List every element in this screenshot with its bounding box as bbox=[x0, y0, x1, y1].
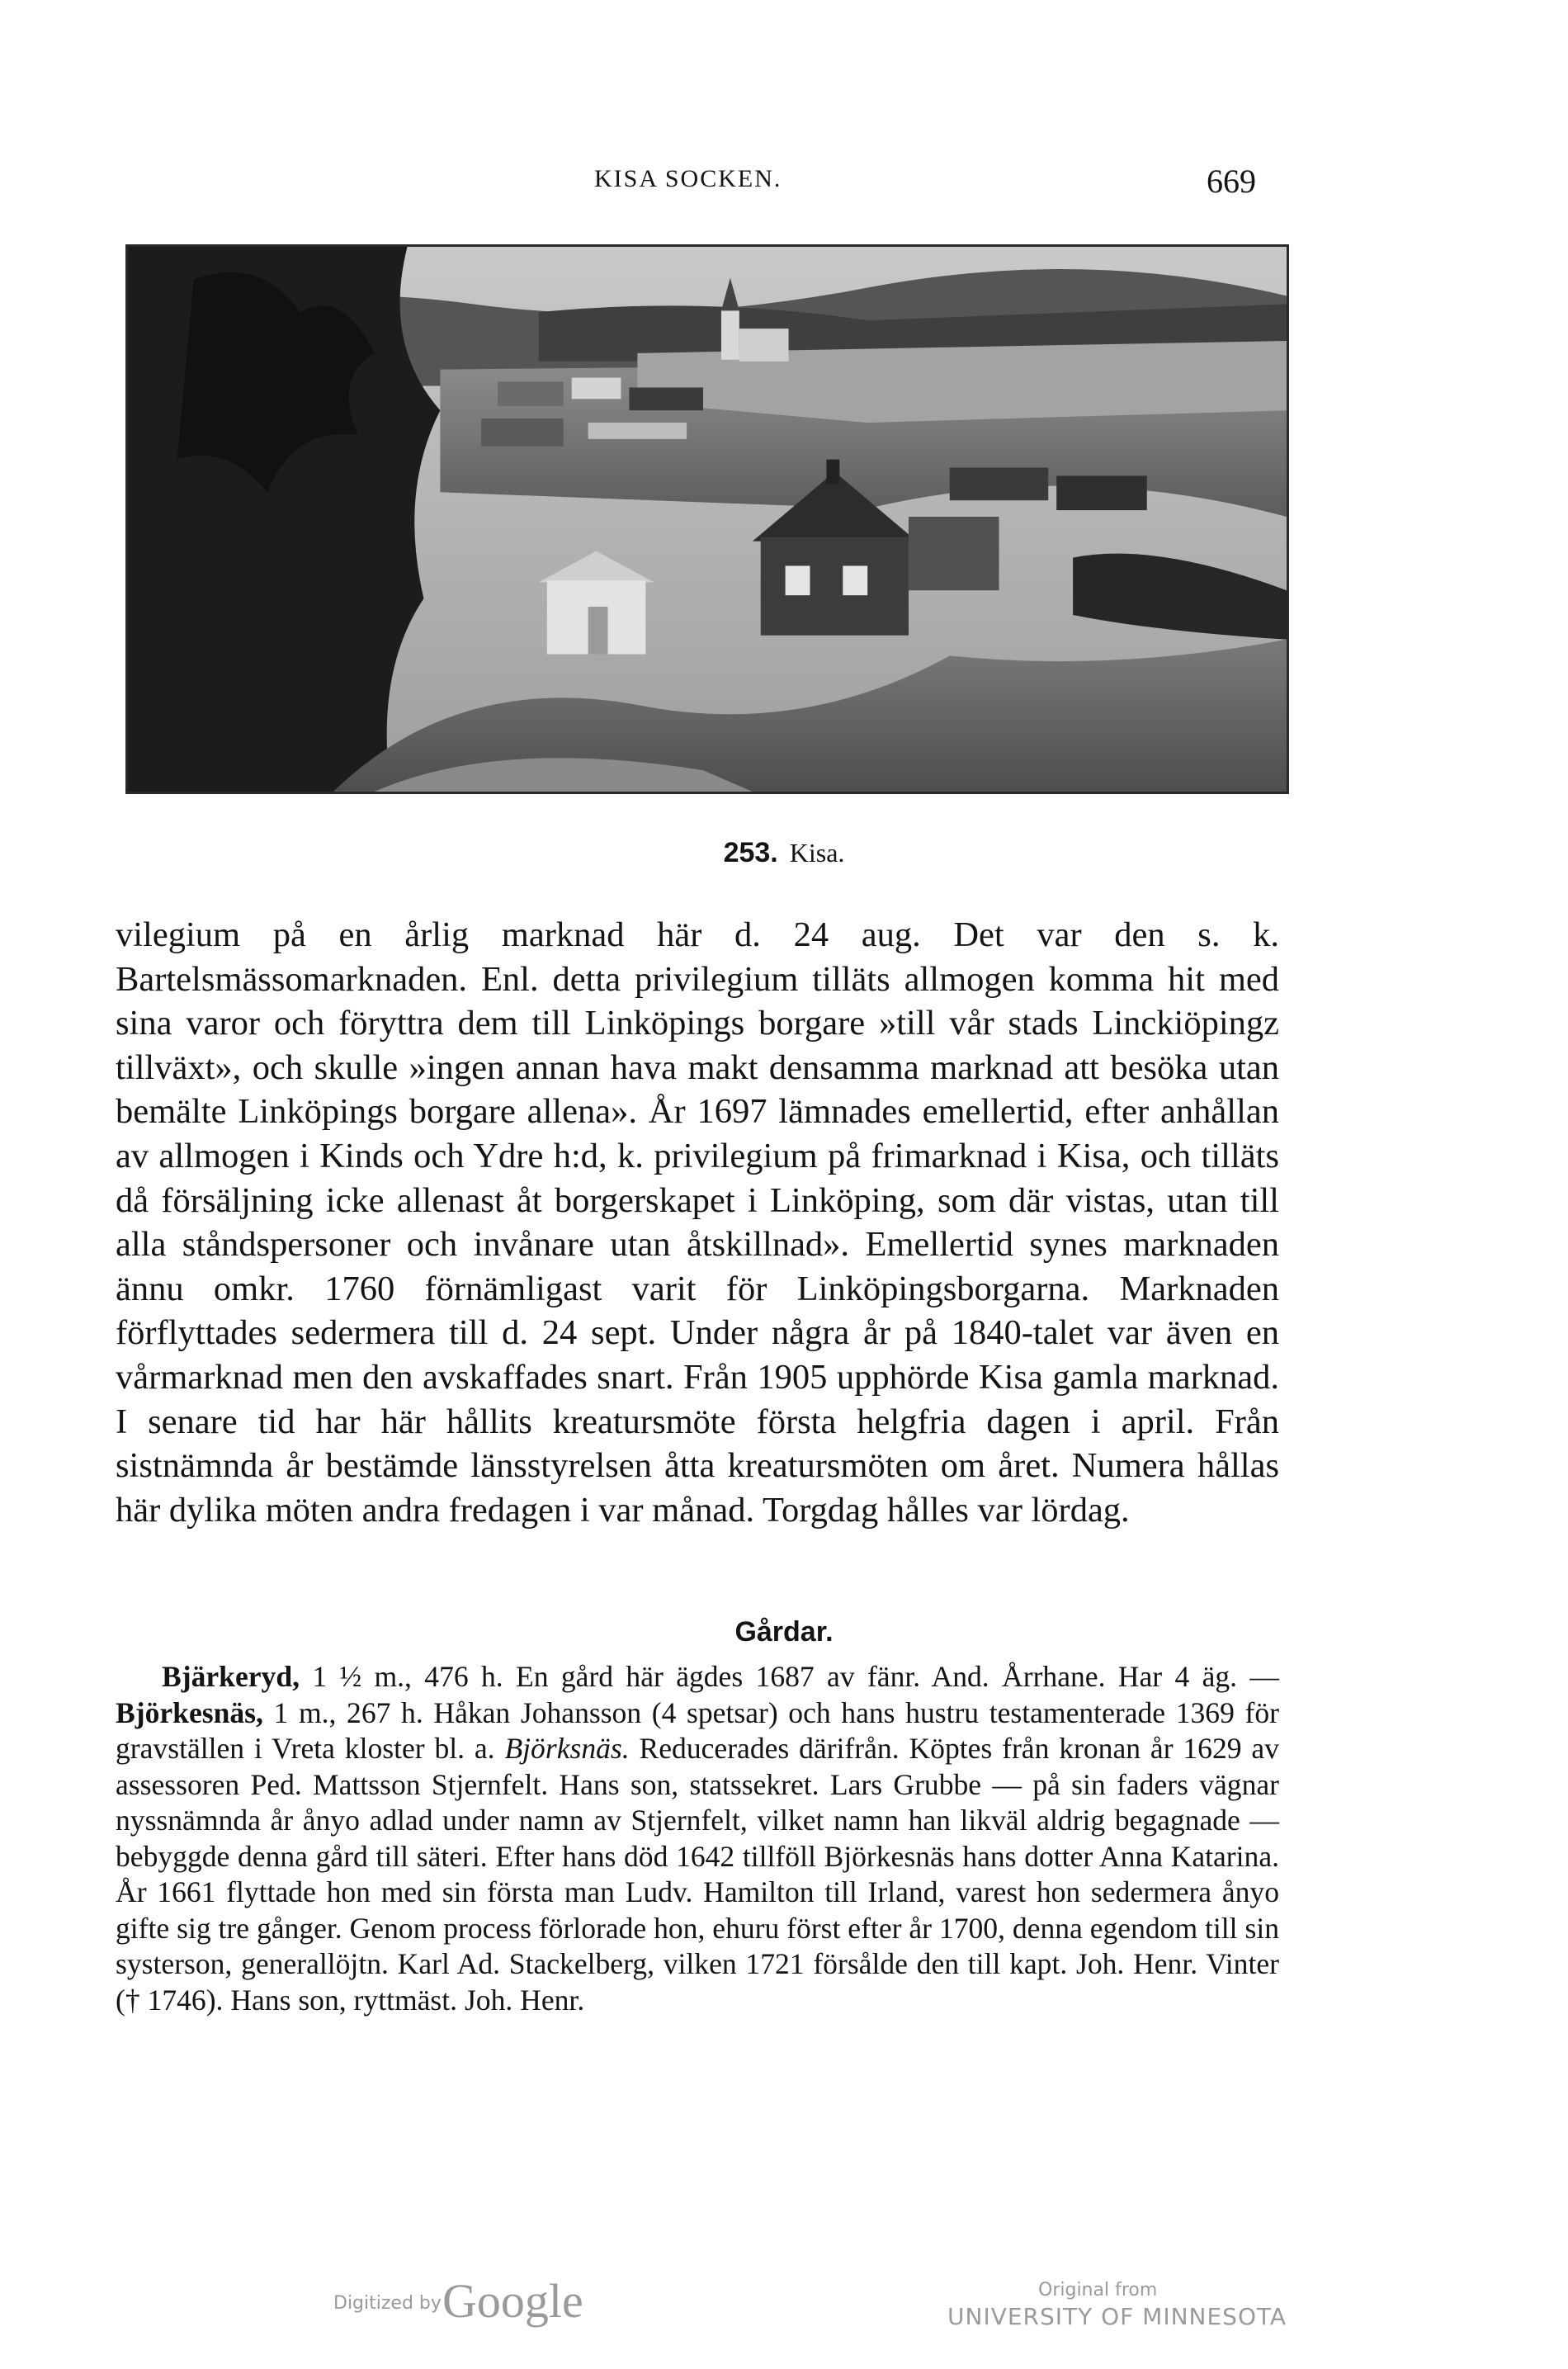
entry-name: Björkesnäs, bbox=[116, 1695, 263, 1729]
entry-text: 1 ½ m., 476 h. En gård här ägdes 1687 av fänr. And. Årrhane. Har 4 äg. — bbox=[300, 1660, 1279, 1693]
digitized-by-label: Digitized by bbox=[333, 2293, 442, 2314]
entry-name: Bjärkeryd, bbox=[162, 1660, 300, 1693]
figure-number: 253. bbox=[723, 837, 778, 868]
entry-text: Reducerades därifrån. Köptes från kronan år 1629 av assessoren Ped. Mattsson Stjernfelt. Hans son, statssekret. Lars Grubbe — på sin faders vägnar nyssnämnda år ånyo adlad under namn av Stjernfelt, vilket namn han likväl aldrig begagnade — bebyggde denna gård till säteri. Efter hans död 1642 tillföll Björkesnäs hans dotter Anna Katarina. År 1661 flyttade hon med sin första man Ludv. Hamilton till Irland, varest hon sedermera ånyo gifte sig tre gånger. Genom process förlorade hon, ehuru först efter år 1700, denna egendom till sin systerson, generallöjtn. Karl Ad. Stackelberg, vilken 1721 försålde den till kapt. Joh. Henr. Vinter († 1746). Hans son, ryttmäst. Joh. Henr. bbox=[116, 1732, 1279, 2017]
digitization-footer bbox=[0, 2274, 1568, 2344]
section-heading: Gårdar. bbox=[734, 1616, 834, 1648]
entries bbox=[116, 1659, 1279, 2018]
photo-plate bbox=[125, 244, 1289, 794]
paragraph: vilegium på en årlig marknad här d. 24 aug. Det var den s. k. Bartelsmässomarknaden. Enl. detta privilegium tilläts allmogen komma hit med sina varor och föryttra dem till Linköpings borgare »till vår stads Linckiöpingz tillväxt», och skulle »ingen annan hava makt densamma marknad att besöka utan bemälte Linköpings borgare allena». År 1697 lämnades emellertid, efter anhållan av allmogen i Kinds och Ydre h:d, k. privilegium på frimarknad i Kisa, och tilläts då försäljning icke allenast åt borgerskapet i Linköping, som där vistas, utan till alla ståndspersoner och invånare utan åtskillnad». Emellertid synes marknaden ännu omkr. 1760 förnämligast varit för Linköpingsborgarna. Marknaden förflyttades sedermera till d. 24 sept. Under några år på 1840-talet var även en vårmarknad men den avskaffades snart. Från 1905 upphörde Kisa gamla marknad. I senare tid har här hållits kreatursmöte första helgfria dagen i april. Från sistnämnda år bestämde länsstyrelsen åtta kreatursmöten om året. Numera hållas här dylika möten andra fredagen i var månad. Torgdag hålles var lördag. bbox=[116, 915, 1279, 1530]
google-logo: Google bbox=[442, 2274, 583, 2328]
original-from-label: Original from bbox=[1038, 2280, 1158, 2300]
village-landscape-photo bbox=[128, 247, 1287, 792]
university-label: UNIVERSITY OF MINNESOTA bbox=[947, 2303, 1287, 2330]
entry-paragraph bbox=[116, 1659, 1279, 2018]
running-head bbox=[0, 165, 1568, 201]
figure-caption bbox=[0, 837, 1568, 869]
page-number: 669 bbox=[1207, 163, 1256, 200]
running-title: KISA SOCKEN. bbox=[594, 165, 782, 192]
figure-label: Kisa. bbox=[789, 838, 845, 868]
entry-italic: Björksnäs. bbox=[504, 1732, 630, 1765]
body-text bbox=[116, 913, 1279, 1532]
entry-text: 1 m., 267 h. Håkan Johansson (4 spetsar) och hans hustru testamenterade 1369 för gravställen i Vreta kloster bl. a. bbox=[116, 1695, 1279, 1765]
